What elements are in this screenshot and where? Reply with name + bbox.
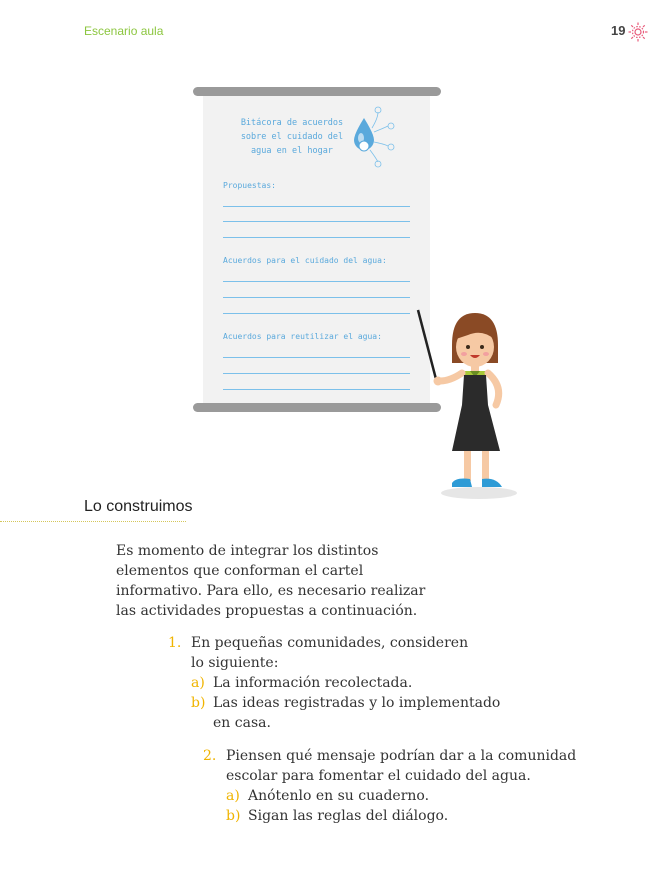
- water-drop-icon: [344, 104, 400, 170]
- sublist-item-text: [213, 693, 500, 733]
- intro-paragraph: [116, 541, 446, 621]
- list-item-text: [226, 746, 576, 786]
- write-line: [223, 373, 410, 374]
- sublist-letter: b): [191, 695, 206, 711]
- list-item-line: escolar para fomentar el cuidado del agua.: [226, 768, 531, 784]
- list-number: 1.: [168, 635, 182, 651]
- list-item-line: Piensen qué mensaje podrían dar a la comunidad: [226, 748, 577, 764]
- list-item-line: lo siguiente:: [191, 655, 279, 671]
- write-line: [223, 281, 410, 282]
- girl-with-pointer-illustration: [412, 305, 527, 505]
- heading-dotted-rule: [0, 521, 186, 522]
- sublist-item-line: en casa.: [213, 715, 271, 731]
- board-title-line: agua en el hogar: [251, 146, 333, 156]
- list-number: 2.: [203, 748, 217, 764]
- write-line: [223, 221, 410, 222]
- running-header: Escenario aula: [84, 24, 164, 38]
- write-line: [223, 297, 410, 298]
- board-top-rod: [193, 87, 441, 96]
- list-item-text: [191, 633, 468, 673]
- board-section-label: Acuerdos para el cuidado del agua:: [223, 256, 387, 265]
- intro-line: elementos que conforman el cartel: [116, 563, 364, 579]
- write-line: [223, 313, 410, 314]
- write-line: [223, 237, 410, 238]
- sublist-letter: a): [226, 788, 240, 804]
- write-line: [223, 357, 410, 358]
- list-item-line: En pequeñas comunidades, consideren: [191, 635, 469, 651]
- intro-line: Es momento de integrar los distintos: [116, 543, 379, 559]
- sublist-letter: b): [226, 808, 241, 824]
- write-line: [223, 389, 410, 390]
- page-number: 19: [611, 23, 626, 38]
- board-section-label: Acuerdos para reutilizar el agua:: [223, 332, 382, 341]
- write-line: [223, 206, 410, 207]
- sublist-item-text: Anótenlo en su cuaderno.: [248, 788, 430, 804]
- board-title-line: Bitácora de acuerdos: [240, 118, 344, 128]
- board-title-line: sobre el cuidado del: [240, 132, 344, 142]
- section-heading: Lo construimos: [84, 498, 193, 515]
- board-title: [236, 116, 348, 158]
- board-bottom-rod: [193, 403, 441, 412]
- sublist-letter: a): [191, 675, 205, 691]
- intro-line: las actividades propuestas a continuación.: [116, 603, 418, 619]
- sublist-item-line: Las ideas registradas y lo implementado: [213, 695, 501, 711]
- intro-line: informativo. Para ello, es necesario realizar: [116, 583, 426, 599]
- sublist-item-text: Sigan las reglas del diálogo.: [248, 808, 449, 824]
- sublist-item-text: La información recolectada.: [213, 675, 413, 691]
- board-section-label: Propuestas:: [223, 181, 276, 190]
- sun-emblem-icon: [628, 22, 648, 42]
